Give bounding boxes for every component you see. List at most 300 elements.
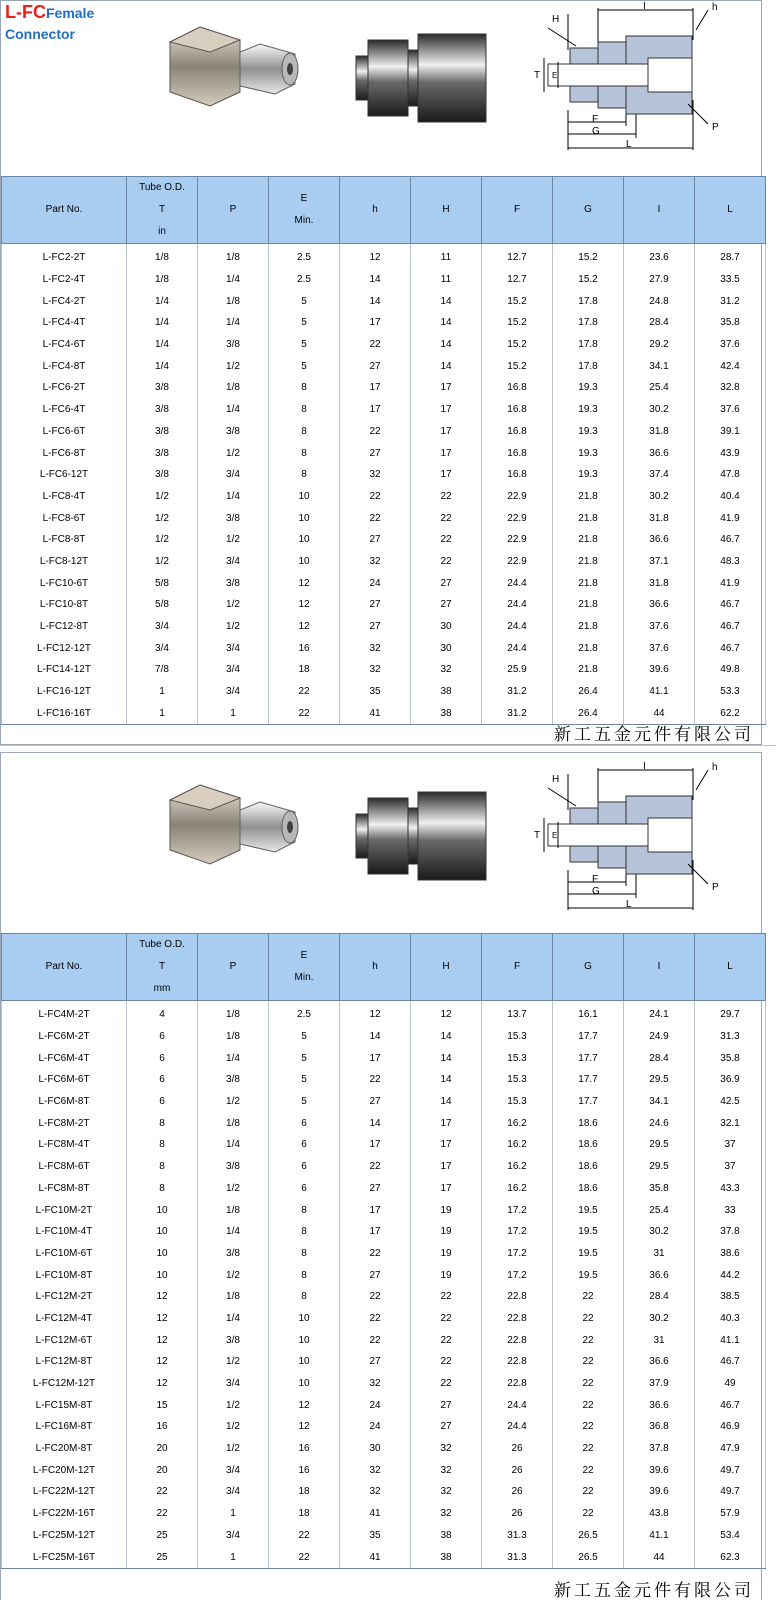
table-cell: 17	[411, 1112, 482, 1134]
table-cell: 22	[127, 1503, 198, 1525]
table-cell: 62.3	[695, 1546, 766, 1568]
table-cell: 27	[340, 355, 411, 377]
table-row	[2, 529, 766, 551]
table-cell: 24	[340, 1394, 411, 1416]
table-cell: 31.8	[624, 421, 695, 443]
table-cell: 34.1	[624, 1091, 695, 1113]
column-header-line: h	[372, 961, 378, 972]
column-header	[411, 934, 482, 1001]
table-cell: 38	[411, 1546, 482, 1568]
column-header	[695, 934, 766, 1001]
table-cell: 8	[269, 1221, 340, 1243]
table-row	[2, 1308, 766, 1330]
table-cell: 1/8	[198, 1286, 269, 1308]
table-cell: 1/8	[198, 1026, 269, 1048]
table-cell: 5	[269, 312, 340, 334]
table-cell: 49	[695, 1373, 766, 1395]
table-cell: 15.2	[482, 290, 553, 312]
table-cell: 3/4	[198, 1459, 269, 1481]
table-cell: 29.5	[624, 1069, 695, 1091]
table-row	[2, 572, 766, 594]
table-cell: 15.3	[482, 1091, 553, 1113]
table-cell: 16	[127, 1416, 198, 1438]
table-cell: 57.9	[695, 1503, 766, 1525]
table-cell: 1/2	[127, 551, 198, 573]
part-number-cell: L-FC25M-12T	[2, 1525, 127, 1547]
table-cell: 4	[127, 1001, 198, 1026]
column-header-line: F	[513, 204, 521, 215]
table-cell: 31.2	[482, 702, 553, 724]
table-cell: 27	[411, 594, 482, 616]
table-cell: 11	[411, 244, 482, 269]
table-cell: 32	[411, 1459, 482, 1481]
table-cell: 8	[127, 1134, 198, 1156]
table-cell: 37	[695, 1134, 766, 1156]
table-cell: 22	[553, 1503, 624, 1525]
table-row	[2, 1546, 766, 1568]
table-row	[2, 377, 766, 399]
part-number-cell: L-FC4-2T	[2, 290, 127, 312]
table-cell: 41.1	[695, 1329, 766, 1351]
table-cell: 1/8	[198, 377, 269, 399]
table-cell: 31.3	[482, 1525, 553, 1547]
table-cell: 17	[411, 399, 482, 421]
table-cell: 27	[340, 594, 411, 616]
table-cell: 28.4	[624, 1047, 695, 1069]
table-header-row	[2, 177, 766, 244]
column-header	[553, 177, 624, 244]
table-row	[2, 1156, 766, 1178]
table-cell: 28.7	[695, 244, 766, 269]
table-cell: 22.9	[482, 529, 553, 551]
table-row	[2, 1503, 766, 1525]
table-cell: 6	[127, 1069, 198, 1091]
table-cell: 1/2	[198, 1394, 269, 1416]
table-cell: 6	[127, 1026, 198, 1048]
table-cell: 17	[340, 1221, 411, 1243]
label-G: G	[592, 886, 600, 897]
column-header	[695, 177, 766, 244]
part-number-cell: L-FC12M-6T	[2, 1329, 127, 1351]
label-H: H	[552, 14, 560, 25]
table-cell: 19.3	[553, 464, 624, 486]
table-cell: 14	[411, 334, 482, 356]
column-header-line: E	[300, 950, 308, 961]
table-cell: 19.5	[553, 1264, 624, 1286]
table-cell: 21.8	[553, 551, 624, 573]
table-cell: 22	[269, 1525, 340, 1547]
table-cell: 19	[411, 1221, 482, 1243]
table-cell: 49.7	[695, 1459, 766, 1481]
label-P: P	[712, 882, 719, 893]
table-cell: 3/8	[127, 399, 198, 421]
table-cell: 44	[624, 1546, 695, 1568]
table-cell: 13.7	[482, 1001, 553, 1026]
column-header	[482, 934, 553, 1001]
table-cell: 3/8	[198, 572, 269, 594]
product-title	[5, 2, 94, 45]
table-cell: 38	[411, 702, 482, 724]
part-number-cell: L-FC14-12T	[2, 659, 127, 681]
table-cell: 31.8	[624, 572, 695, 594]
table-cell: 1/2	[198, 1416, 269, 1438]
table-cell: 41	[340, 1546, 411, 1568]
part-number-cell: L-FC12-12T	[2, 637, 127, 659]
table-cell: 3/4	[127, 616, 198, 638]
table-cell: 1/4	[198, 1047, 269, 1069]
table-cell: 40.4	[695, 486, 766, 508]
label-H: H	[552, 774, 560, 785]
table-cell: 36.6	[624, 1394, 695, 1416]
table-cell: 32.8	[695, 377, 766, 399]
label-T: T	[534, 70, 541, 81]
table-cell: 1/2	[198, 1091, 269, 1113]
table-cell: 27	[340, 1351, 411, 1373]
table-cell: 22	[411, 1286, 482, 1308]
part-number-cell: L-FC4M-2T	[2, 1001, 127, 1026]
table-cell: 10	[269, 507, 340, 529]
table-cell: 32	[411, 1438, 482, 1460]
part-number-cell: L-FC6M-2T	[2, 1026, 127, 1048]
column-header-line: E	[300, 193, 308, 204]
table-cell: 48.3	[695, 551, 766, 573]
part-number-cell: L-FC10M-8T	[2, 1264, 127, 1286]
table-cell: 31	[624, 1243, 695, 1265]
table-cell: 1/2	[198, 529, 269, 551]
part-number-cell: L-FC4-6T	[2, 334, 127, 356]
table-cell: 8	[127, 1112, 198, 1134]
column-header	[411, 177, 482, 244]
table-cell: 24.6	[624, 1112, 695, 1134]
table-cell: 17.2	[482, 1221, 553, 1243]
part-number-cell: L-FC22M-16T	[2, 1503, 127, 1525]
product-code: L-FC	[5, 2, 46, 22]
fitting-photo-side	[352, 788, 492, 883]
table-cell: 19	[411, 1199, 482, 1221]
table-cell: 30	[411, 616, 482, 638]
part-number-cell: L-FC8M-6T	[2, 1156, 127, 1178]
table-cell: 15.2	[482, 312, 553, 334]
table-cell: 15	[127, 1394, 198, 1416]
table-cell: 30.2	[624, 1308, 695, 1330]
table-cell: 22	[411, 551, 482, 573]
table-cell: 21.8	[553, 529, 624, 551]
table-cell: 1/4	[198, 312, 269, 334]
table-cell: 41.9	[695, 507, 766, 529]
table-cell: 22	[553, 1481, 624, 1503]
table-cell: 37.8	[695, 1221, 766, 1243]
column-header-line: Min.	[294, 972, 314, 983]
table-row	[2, 1243, 766, 1265]
label-L: L	[626, 899, 632, 910]
table-cell: 27	[340, 529, 411, 551]
table-cell: 6	[269, 1112, 340, 1134]
table-cell: 1/4	[198, 486, 269, 508]
table-cell: 1/2	[198, 1351, 269, 1373]
table-header-row	[2, 934, 766, 1001]
column-header-line: L	[727, 204, 733, 215]
table-cell: 32	[340, 551, 411, 573]
table-cell: 26.5	[553, 1546, 624, 1568]
table-cell: 1	[198, 1546, 269, 1568]
table-cell: 22	[553, 1459, 624, 1481]
table-cell: 10	[269, 486, 340, 508]
table-cell: 19.5	[553, 1199, 624, 1221]
table-cell: 22.8	[482, 1329, 553, 1351]
table-cell: 25.4	[624, 1199, 695, 1221]
table-cell: 8	[269, 442, 340, 464]
table-cell: 14	[340, 290, 411, 312]
label-h: h	[712, 762, 718, 773]
table-cell: 32	[411, 1503, 482, 1525]
table-cell: 12.7	[482, 269, 553, 291]
part-number-cell: L-FC10-8T	[2, 594, 127, 616]
table-cell: 22.8	[482, 1373, 553, 1395]
table-cell: 6	[269, 1178, 340, 1200]
table-cell: 2.5	[269, 244, 340, 269]
table-row	[2, 1394, 766, 1416]
table-cell: 22.8	[482, 1286, 553, 1308]
table-row	[2, 355, 766, 377]
table-cell: 43.9	[695, 442, 766, 464]
part-number-cell: L-FC8-8T	[2, 529, 127, 551]
table-cell: 22	[553, 1438, 624, 1460]
table-cell: 35.8	[624, 1178, 695, 1200]
column-header-line: I	[657, 204, 661, 215]
table-row	[2, 1481, 766, 1503]
part-number-cell: L-FC2-4T	[2, 269, 127, 291]
table-cell: 17.8	[553, 355, 624, 377]
table-cell: 22	[127, 1481, 198, 1503]
table-cell: 22	[340, 1329, 411, 1351]
table-cell: 5	[269, 290, 340, 312]
table-cell: 18.6	[553, 1178, 624, 1200]
column-header	[340, 177, 411, 244]
table-cell: 10	[269, 529, 340, 551]
table-cell: 17	[340, 377, 411, 399]
table-cell: 31.8	[624, 507, 695, 529]
table-cell: 1/4	[198, 1221, 269, 1243]
table-cell: 21.8	[553, 659, 624, 681]
table-cell: 15.3	[482, 1026, 553, 1048]
part-number-cell: L-FC12M-4T	[2, 1308, 127, 1330]
table-row	[2, 334, 766, 356]
table-cell: 1/2	[198, 1178, 269, 1200]
part-number-cell: L-FC8M-2T	[2, 1112, 127, 1134]
table-cell: 31.3	[482, 1546, 553, 1568]
column-header	[127, 934, 198, 1001]
table-cell: 25	[127, 1525, 198, 1547]
table-row	[2, 507, 766, 529]
table-cell: 32.1	[695, 1112, 766, 1134]
table-cell: 27	[411, 572, 482, 594]
table-cell: 18	[269, 1481, 340, 1503]
table-cell: 27	[340, 1178, 411, 1200]
table-row	[2, 464, 766, 486]
table-cell: 22	[340, 1286, 411, 1308]
table-cell: 14	[411, 1091, 482, 1113]
table-cell: 20	[127, 1459, 198, 1481]
table-cell: 10	[269, 1351, 340, 1373]
part-number-cell: L-FC16M-8T	[2, 1416, 127, 1438]
table-cell: 31.2	[482, 681, 553, 703]
table-cell: 25	[127, 1546, 198, 1568]
part-number-cell: L-FC6M-8T	[2, 1091, 127, 1113]
table-cell: 1	[198, 702, 269, 724]
table-cell: 22	[553, 1286, 624, 1308]
table-cell: 16.2	[482, 1134, 553, 1156]
table-cell: 32	[340, 464, 411, 486]
table-cell: 16.2	[482, 1178, 553, 1200]
table-cell: 32	[411, 1481, 482, 1503]
table-cell: 1/2	[198, 594, 269, 616]
table-cell: 22	[411, 1329, 482, 1351]
column-header-line: mm	[153, 983, 171, 994]
table-cell: 22	[553, 1351, 624, 1373]
table-cell: 39.1	[695, 421, 766, 443]
table-cell: 46.7	[695, 529, 766, 551]
column-header	[269, 177, 340, 244]
table-cell: 22	[340, 1308, 411, 1330]
table-cell: 53.4	[695, 1525, 766, 1547]
column-header	[340, 934, 411, 1001]
table-cell: 6	[269, 1156, 340, 1178]
table-cell: 21.8	[553, 572, 624, 594]
table-cell: 25.4	[624, 377, 695, 399]
table-cell: 24.8	[624, 290, 695, 312]
part-number-cell: L-FC20M-8T	[2, 1438, 127, 1460]
column-header	[2, 934, 127, 1001]
table-cell: 44.2	[695, 1264, 766, 1286]
table-cell: 35.8	[695, 1047, 766, 1069]
part-number-cell: L-FC8-12T	[2, 551, 127, 573]
table-cell: 17	[411, 377, 482, 399]
table-cell: 47.8	[695, 464, 766, 486]
table-cell: 1/8	[198, 244, 269, 269]
table-cell: 26	[482, 1503, 553, 1525]
table-cell: 3/4	[198, 681, 269, 703]
table-cell: 22	[411, 529, 482, 551]
table-cell: 27	[411, 1394, 482, 1416]
table-row	[2, 681, 766, 703]
part-number-cell: L-FC22M-12T	[2, 1481, 127, 1503]
table-cell: 19	[411, 1243, 482, 1265]
table-cell: 22	[340, 507, 411, 529]
table-cell: 1/2	[127, 486, 198, 508]
table-cell: 19.3	[553, 399, 624, 421]
table-row	[2, 421, 766, 443]
table-cell: 34.1	[624, 355, 695, 377]
part-number-cell: L-FC6M-6T	[2, 1069, 127, 1091]
table-cell: 8	[269, 1286, 340, 1308]
table-cell: 8	[269, 1264, 340, 1286]
column-header-line: T	[158, 204, 166, 215]
table-cell: 10	[127, 1199, 198, 1221]
table-cell: 2.5	[269, 269, 340, 291]
table-cell: 17.2	[482, 1243, 553, 1265]
table-cell: 1/2	[198, 1264, 269, 1286]
table-cell: 17	[411, 1178, 482, 1200]
table-cell: 6	[127, 1091, 198, 1113]
table-row	[2, 1026, 766, 1048]
table-cell: 36.8	[624, 1416, 695, 1438]
table-cell: 21.8	[553, 637, 624, 659]
table-cell: 42.4	[695, 355, 766, 377]
table-cell: 1	[127, 681, 198, 703]
table-cell: 8	[269, 1243, 340, 1265]
table-cell: 29.2	[624, 334, 695, 356]
table-cell: 24.4	[482, 1416, 553, 1438]
table-cell: 8	[269, 464, 340, 486]
table-cell: 39.6	[624, 659, 695, 681]
table-cell: 8	[269, 1199, 340, 1221]
table-row	[2, 551, 766, 573]
fitting-photo-angled	[160, 22, 310, 112]
table-cell: 39.6	[624, 1481, 695, 1503]
table-cell: 1/4	[198, 1308, 269, 1330]
table-cell: 32	[411, 659, 482, 681]
dimension-drawing	[528, 0, 762, 160]
table-cell: 5/8	[127, 572, 198, 594]
table-cell: 1/2	[198, 1438, 269, 1460]
table-cell: 26	[482, 1459, 553, 1481]
table-cell: 1/4	[127, 312, 198, 334]
column-header	[482, 177, 553, 244]
table-cell: 3/8	[127, 421, 198, 443]
label-T: T	[534, 830, 541, 841]
table-cell: 35.8	[695, 312, 766, 334]
part-number-cell: L-FC12-8T	[2, 616, 127, 638]
table-cell: 37.6	[695, 334, 766, 356]
table-cell: 1/2	[198, 355, 269, 377]
table-cell: 20	[127, 1438, 198, 1460]
table-cell: 1/2	[127, 529, 198, 551]
table-cell: 17	[411, 1156, 482, 1178]
table-cell: 22	[553, 1308, 624, 1330]
table-cell: 16.8	[482, 442, 553, 464]
part-number-cell: L-FC6-4T	[2, 399, 127, 421]
table-cell: 39.6	[624, 1459, 695, 1481]
table-cell: 3/8	[127, 377, 198, 399]
table-cell: 18.6	[553, 1134, 624, 1156]
table-cell: 6	[127, 1047, 198, 1069]
column-header-line: G	[584, 204, 592, 215]
table-cell: 22	[411, 1308, 482, 1330]
table-cell: 14	[340, 269, 411, 291]
table-cell: 7/8	[127, 659, 198, 681]
table-cell: 12	[269, 1394, 340, 1416]
part-number-cell: L-FC6-8T	[2, 442, 127, 464]
table-cell: 3/8	[198, 507, 269, 529]
table-row	[2, 1178, 766, 1200]
table-row	[2, 1329, 766, 1351]
table-row	[2, 312, 766, 334]
table-cell: 3/8	[198, 334, 269, 356]
table-cell: 19.3	[553, 442, 624, 464]
table-cell: 1	[198, 1503, 269, 1525]
table-cell: 18.6	[553, 1156, 624, 1178]
table-row	[2, 1112, 766, 1134]
table-cell: 22	[269, 1546, 340, 1568]
table-cell: 24	[340, 1416, 411, 1438]
table-cell: 32	[340, 1373, 411, 1395]
table-cell: 33	[695, 1199, 766, 1221]
table-cell: 37	[695, 1156, 766, 1178]
table-cell: 37.1	[624, 551, 695, 573]
table-row	[2, 244, 766, 269]
table-row	[2, 1525, 766, 1547]
table-cell: 21.8	[553, 594, 624, 616]
